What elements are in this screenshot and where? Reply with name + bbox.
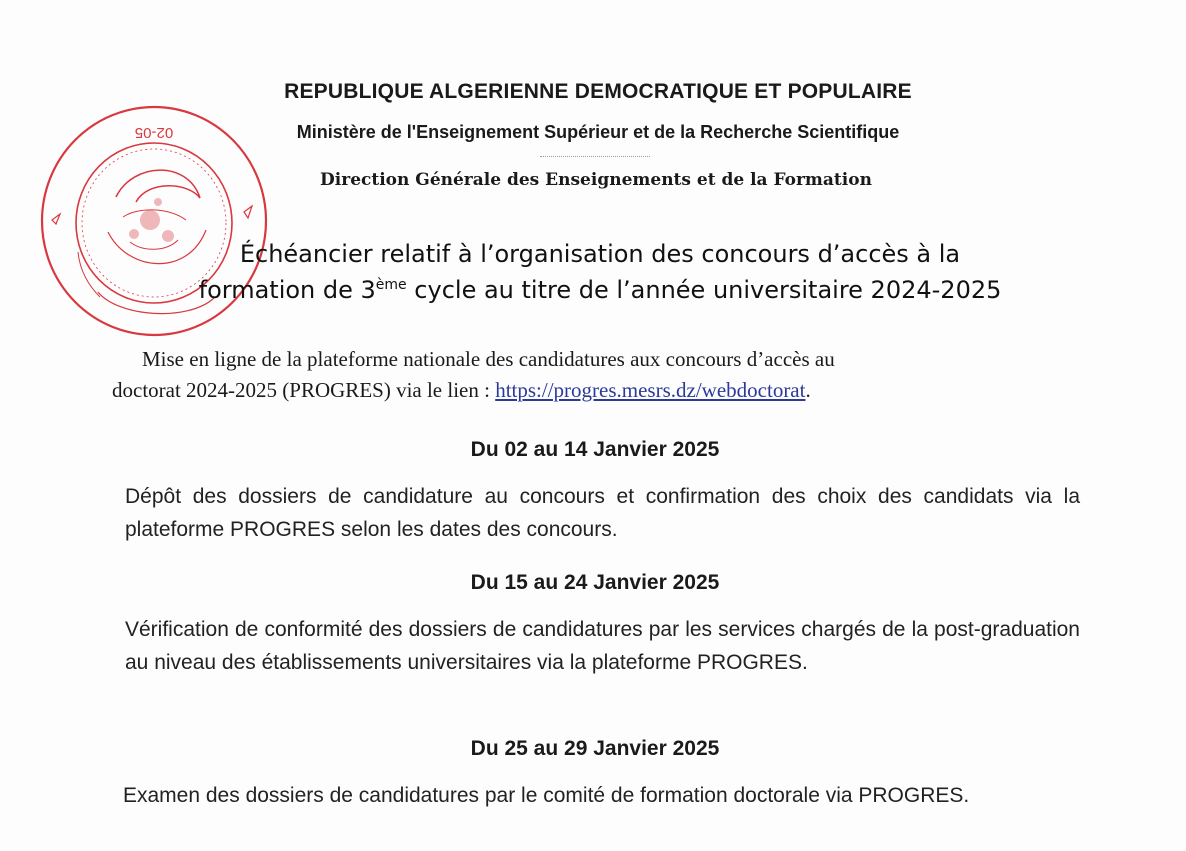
period-title-1: Du 02 au 14 Janvier 2025 xyxy=(470,438,720,461)
period-title-2: Du 15 au 24 Janvier 2025 xyxy=(470,571,720,594)
header-divider xyxy=(540,156,650,157)
title-line-2-prefix: formation de 3 xyxy=(198,276,376,304)
title-superscript: ème xyxy=(375,277,407,293)
intro-line-2 xyxy=(112,375,1076,406)
intro-paragraph xyxy=(112,344,1076,406)
period-body-3: Examen des dossiers de candidatures par le comité de formation doctorale via PROGRES. xyxy=(123,784,970,807)
title-line-2 xyxy=(140,272,1060,308)
ministry-heading: Ministère de l'Enseignement Supérieur et de la Recherche Scientifique xyxy=(296,122,900,142)
direction-heading: Direction Générale des Enseignements et de la Formation xyxy=(320,170,872,190)
stamp-date-text: 02-05 xyxy=(134,124,174,141)
period-body-1: Dépôt des dossiers de candidature au concours et confirmation des choix des candidats via la plateforme PROGRES selon les dates des concours. xyxy=(125,485,1080,541)
period-title-3: Du 25 au 29 Janvier 2025 xyxy=(470,737,720,760)
intro-line-2-prefix: doctorat 2024-2025 (PROGRES) via le lien : xyxy=(112,378,496,402)
document-title xyxy=(140,236,1060,308)
intro-line-2-suffix: . xyxy=(805,378,811,402)
title-line-2-suffix: cycle au titre de l’année universitaire 2024-2025 xyxy=(406,276,1002,304)
period-body-2: Vérification de conformité des dossiers de candidatures par les services chargés de la post-graduation au niveau des établissements universitaires via la plateforme PROGRES. xyxy=(125,618,1080,674)
title-line-1: Échéancier relatif à l’organisation des concours d’accès à la xyxy=(239,240,961,268)
platform-link[interactable]: https://progres.mesrs.dz/webdoctorat xyxy=(495,378,806,402)
republic-heading: REPUBLIQUE ALGERIENNE DEMOCRATIQUE ET POPULAIRE xyxy=(284,80,912,103)
intro-line-1: Mise en ligne de la plateforme nationale des candidatures aux concours d’accès au xyxy=(142,347,835,371)
